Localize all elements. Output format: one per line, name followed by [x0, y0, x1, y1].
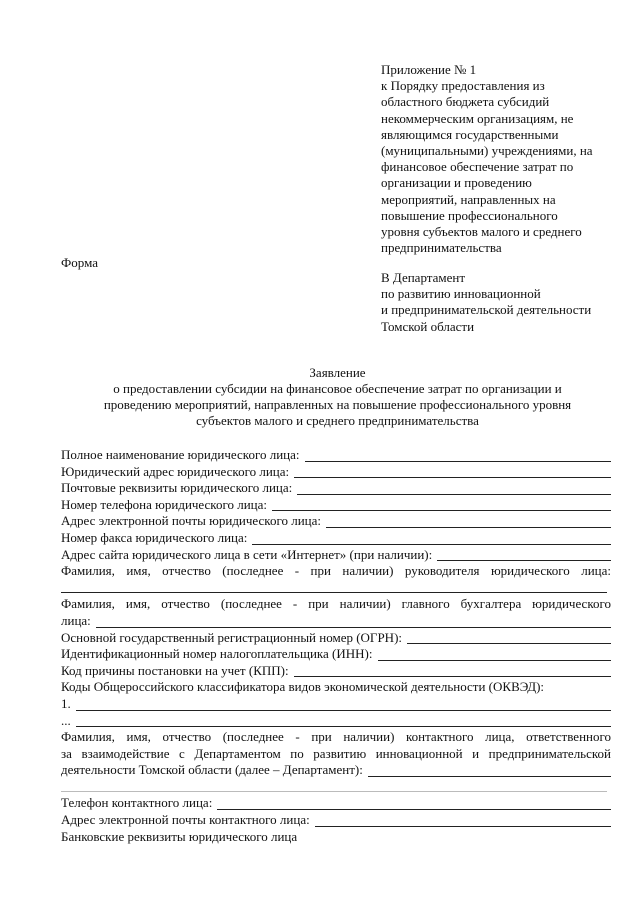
appendix-line: Приложение № 1: [381, 62, 477, 77]
field-kpp: [61, 663, 611, 680]
kpp-input-line[interactable]: [294, 664, 611, 677]
appendix-line: финансовое обеспечение затрат по: [381, 159, 574, 175]
form-label: Форма: [61, 255, 98, 270]
full-name-input-line[interactable]: [305, 449, 612, 462]
appendix-line: (муниципальными) учреждениями, на: [381, 143, 593, 159]
field-label: лица:: [61, 612, 91, 628]
subtitle-line: о предоставлении субсидии на финансовое обеспечение затрат по организации и: [113, 381, 562, 396]
field-label: Коды Общероссийского классификатора видов экономической деятельности (ОКВЭД):: [61, 679, 545, 695]
contact-fio-extra-line[interactable]: [61, 779, 611, 796]
field-label: Идентификационный номер налогоплательщика (ИНН):: [61, 646, 373, 662]
field-okved-1: [61, 696, 611, 713]
field-label: Номер факса юридического лица:: [61, 529, 248, 545]
field-postal: [61, 480, 611, 497]
field-label: Банковские реквизиты юридического лица: [61, 828, 298, 844]
field-phone: [61, 497, 611, 514]
appendix-line: организации и проведению: [381, 175, 532, 191]
ogrn-input-line[interactable]: [407, 631, 611, 644]
field-label: Адрес электронной почты юридического лица:: [61, 513, 321, 529]
field-website: [61, 547, 611, 564]
field-label: Код причины постановки на учет (КПП):: [61, 662, 289, 678]
field-label: деятельности Томской области (далее – Департамент):: [61, 762, 363, 778]
application-form: [61, 447, 611, 845]
field-label: Адрес сайта юридического лица в сети «Интернет» (при наличии):: [61, 546, 433, 562]
field-label: Фамилия, имя, отчество (последнее - при наличии) главного бухгалтера юридического: [61, 596, 611, 612]
appendix-line: мероприятий, направленных на: [381, 191, 556, 207]
appendix-line: некоммерческим организациям, не: [381, 110, 574, 126]
contact-fio-input-line[interactable]: [368, 764, 611, 777]
postal-input-line[interactable]: [297, 482, 611, 495]
legal-address-input-line[interactable]: [294, 465, 611, 478]
addressee-block: [381, 270, 631, 335]
field-accountant-fio: [61, 613, 611, 630]
accountant-fio-input-line[interactable]: [96, 615, 611, 628]
head-fio-input-line[interactable]: [61, 580, 611, 597]
field-contact-fio: [61, 762, 611, 779]
field-bank: [61, 829, 611, 846]
phone-input-line[interactable]: [272, 498, 611, 511]
field-label: Фамилия, имя, отчество (последнее - при наличии) руководителя юридического лица:: [61, 563, 611, 579]
field-label: Адрес электронной почты контактного лица:: [61, 812, 310, 828]
field-label: за взаимодействие с Департаментом по развитию инновационной и предпринимательской: [61, 745, 611, 761]
contact-email-input-line[interactable]: [315, 814, 611, 827]
addressee-line: В Департамент: [381, 270, 466, 285]
field-contact-email: [61, 812, 611, 829]
document-subtitle: [60, 381, 615, 430]
addressee-line: и предпринимательской деятельности: [381, 302, 592, 318]
appendix-header: [381, 62, 621, 256]
field-full-name: [61, 447, 611, 464]
contact-phone-input-line[interactable]: [217, 797, 611, 810]
email-input-line[interactable]: [326, 515, 611, 528]
appendix-line: областного бюджета субсидий: [381, 94, 550, 110]
subtitle-line: субъектов малого и среднего предпринимательства: [196, 413, 479, 429]
appendix-line: уровня субъектов малого и среднего: [381, 224, 582, 240]
appendix-line: предпринимательства: [381, 240, 502, 256]
okved-more-input-line[interactable]: [76, 714, 611, 727]
field-label: Почтовые реквизиты юридического лица:: [61, 480, 293, 496]
okved-1-input-line[interactable]: [76, 698, 611, 711]
subtitle-line: проведению мероприятий, направленных на повышение профессионального уровня: [103, 397, 572, 413]
field-okved-heading: [61, 679, 611, 696]
field-label: Полное наименование юридического лица:: [61, 447, 300, 462]
field-label: 1.: [61, 695, 71, 711]
addressee-line: по развитию инновационной: [381, 286, 541, 302]
field-ogrn: [61, 630, 611, 647]
field-okved-more: [61, 713, 611, 730]
field-fax: [61, 530, 611, 547]
field-label: Фамилия, имя, отчество (последнее - при наличии) контактного лица, ответственного: [61, 729, 611, 745]
field-label: Номер телефона юридического лица:: [61, 496, 267, 512]
field-contact-phone: [61, 795, 611, 812]
field-label: Основной государственный регистрационный номер (ОГРН):: [61, 629, 403, 645]
website-input-line[interactable]: [437, 548, 611, 561]
document-title: Заявление: [309, 365, 366, 380]
field-label: Телефон контактного лица:: [61, 795, 213, 811]
inn-input-line[interactable]: [378, 648, 612, 661]
field-legal-address: [61, 464, 611, 481]
appendix-line: к Порядку предоставления из: [381, 78, 545, 94]
appendix-line: являющимся государственными: [381, 126, 559, 142]
field-inn: [61, 646, 611, 663]
field-label: Юридический адрес юридического лица:: [61, 463, 290, 479]
appendix-line: повышение профессионального: [381, 207, 558, 223]
fax-input-line[interactable]: [252, 532, 611, 545]
field-email: [61, 513, 611, 530]
addressee-line: Томской области: [381, 318, 475, 334]
field-label: ...: [61, 712, 71, 728]
